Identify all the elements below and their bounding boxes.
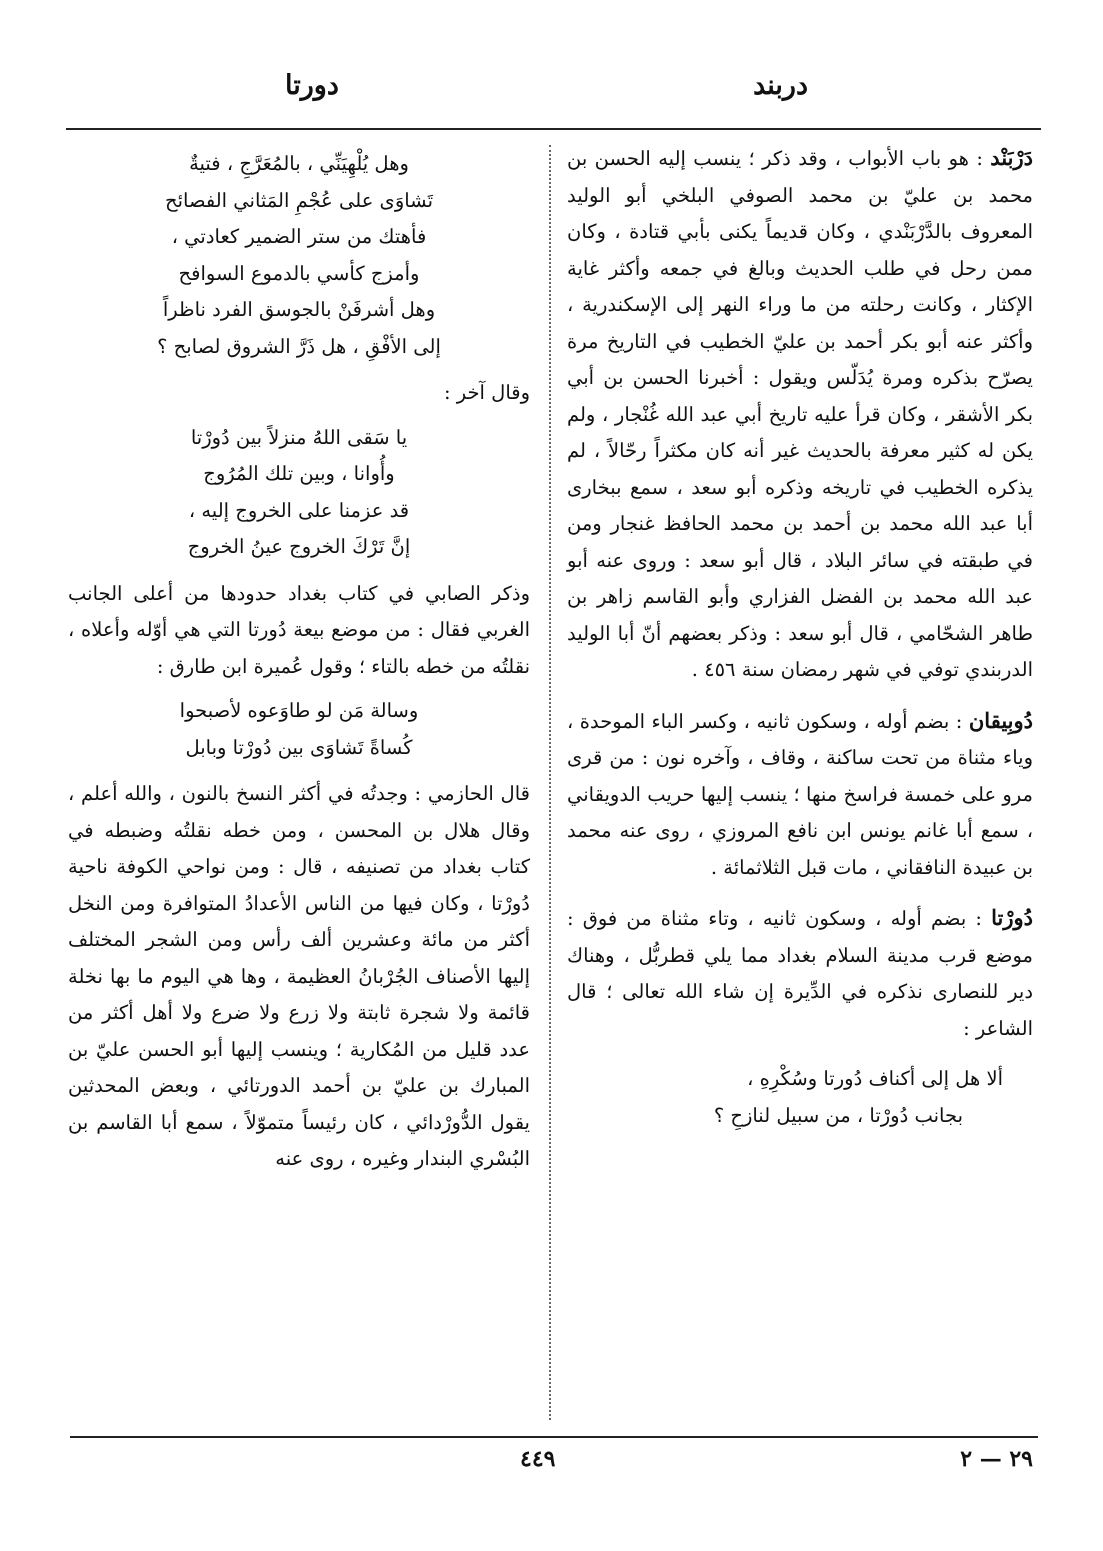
top-rule — [66, 128, 1041, 130]
verse-line: قد عزمنا على الخروج إليه ، — [188, 498, 410, 522]
entry-text-darband: : هو باب الأبواب ، وقد ذكر ؛ ينسب إليه الحسن بن محمد بن عليّ بن محمد الصوفي البلخي أبو الوليد المعروف بالدَّرْبَنْدي ، وكان قديماً يكنى بأبي قتادة ، وكان ممن رحل في طلب الحديث وبالغ في جمعه وأكثر غاية الإكثار ، وكانت رحلته من ما وراء النهر إلى الإسكندرية ، وأكثر عنه أبو بكر أحمد بن عليّ الخطيب في التاريخ مرة يصرّح بذكره ومرة يُدَلّس ويقول : أخبرنا الحسن بن أبي بكر الأشقر ، وكان قرأ عليه تاريخ أبي عبد الله غُنْجار ، ولم يكن له كثير معرفة بالحديث غير أنه كان مكثراً رحّالاً ، لم يذكره الخطيب في تاريخه وذكره أبو سعد ، سمع ببخارى أبا عبد الله محمد بن أحمد بن محمد الحافظ غنجار ومن في طبقته في سائر البلاد ، قال أبو سعد : وروى عنه أبو عبد الله محمد بن الفضل الفزاري وأبو القاسم زاهر بن طاهر الشحّامي ، قال أبو سعد : وذكر بعضهم أنّ أبا الوليد الدربندي توفي في شهر رمضان سنة ٤٥٦ . — [567, 147, 1033, 681]
bottom-rule — [70, 1436, 1038, 1438]
verse-line: إنَّ تَرْكَ الخروج عينُ الخروج — [187, 535, 411, 558]
verse-block-2 — [68, 420, 530, 566]
paragraph-hazimi: قال الحازمي : وجدتُه في أكثر النسخ بالنون ، والله أعلم ، وقال هلال بن المحسن ، ومن خطه نقلتُه وضبطه في كتاب بغداد من تصنيفه ، قال : ومن نواحي الكوفة ناحية دُورْتا ، وكان فيها من الناس الأعدادُ المتوافرة ومن النخل أكثر من مائة وعشرين ألف رأس ومن الشجر المختلف إليها الأصناف الجُرْبانُ العظيمة ، وها هي اليوم ما بها نخلة قائمة ولا شجرة ثابتة ولا زرع ولا ضرع ولا أهل أكثر من عدد قليل من المُكارية ؛ وينسب إليها أبو الحسن عليّ بن المبارك بن عليّ بن أحمد الدورتائي ، وبعض المحدثين يقول الدُّورْدائي ، كان رئيساً متموّلاً ، سمع أبا القاسم بن البُسْري البندار وغيره ، روى عنه — [68, 782, 530, 1170]
verse-line: تَشاوَى على عُجْمِ المَثاني الفصائح — [164, 188, 433, 212]
headword-darband: دَرْبَنْد — [990, 145, 1033, 170]
entry-darband — [567, 140, 1033, 689]
running-head-right: دربند — [753, 70, 808, 101]
verse-block-1 — [68, 146, 530, 365]
intro-another-poet: وقال آخر : — [443, 381, 530, 404]
page-number: ٤٤٩ — [520, 1446, 556, 1472]
verse-line: وسالة مَن لو طاوَعوه لأصبحوا — [179, 699, 419, 722]
headword-dubiqan: دُوبِيقان — [968, 707, 1033, 733]
headword-durta: دُورْتا — [991, 905, 1033, 930]
verse-line: وهل يُلْهِيَنِّي ، بالمُعَرَّجِ ، فتيةٌ — [189, 152, 409, 175]
running-head-left: دورتا — [285, 70, 339, 101]
entry-dubiqan — [567, 703, 1033, 887]
entry-text-durta: : بضم أوله ، وسكون ثانيه ، وتاء مثناة من فوق : موضع قرب مدينة السلام بغداد مما يلي قطربُّل ، وهناك دير للنصارى نذكره في الدِّيرة إن شاء الله تعالى ؛ قال الشاعر : — [567, 907, 1033, 1040]
paragraph-sabi: وذكر الصابي في كتاب بغداد حدودها من أعلى الجانب الغربي فقال : من موضع بيعة دُورتا التي هي أوّله وأعلاه ، نقلتُه من خطه بالتاء ؛ وقول عُميرة ابن طارق : — [68, 581, 530, 678]
signature-mark: ٢٩ — ٢ — [960, 1446, 1033, 1472]
verse-line: كُساةً تَشاوَى بين دُورْتا وبابل — [185, 735, 413, 759]
verse-line: يا سَقى اللهُ منزلاً بين دُورْتا — [190, 425, 408, 449]
column-divider — [549, 145, 551, 1420]
left-column — [68, 140, 530, 1186]
entry-text-dubiqan: : بضم أوله ، وسكون ثانيه ، وكسر الباء الموحدة ، وياء مثناة من تحت ساكنة ، وقاف ، وآخره نون : من قرى مرو على خمسة فراسخ منها ؛ ينسب إليها حريب الدويقاني ، سمع أبا غانم يونس ابن نافع المروزي ، روى عنه محمد بن عبيدة النافقاني ، مات قبل الثلاثمائة . — [567, 709, 1033, 879]
right-column — [567, 140, 1033, 1144]
verse-line: إلى الأفْقِ ، هل ذَرَّ الشروق لصابح ؟ — [157, 334, 441, 358]
verse-line: وأمزج كأسي بالدموع السوافح — [178, 261, 420, 285]
verse-line: بجانب دُورْتا ، من سبيل لنازحِ ؟ — [713, 1103, 963, 1127]
verse-durta — [567, 1061, 1033, 1134]
verse-line: فأهتك من ستر الضمير كعادتي ، — [171, 225, 427, 248]
entry-durta — [567, 900, 1033, 1047]
verse-block-3 — [68, 693, 530, 766]
verse-line: ألا هل إلى أكناف دُورتا وسُكْرِهِ ، — [747, 1067, 1003, 1090]
verse-line: وأُوانا ، وبين تلك المُرُوج — [203, 462, 395, 485]
verse-line: وهل أشرفَنْ بالجوسق الفرد ناظراً — [162, 298, 436, 321]
